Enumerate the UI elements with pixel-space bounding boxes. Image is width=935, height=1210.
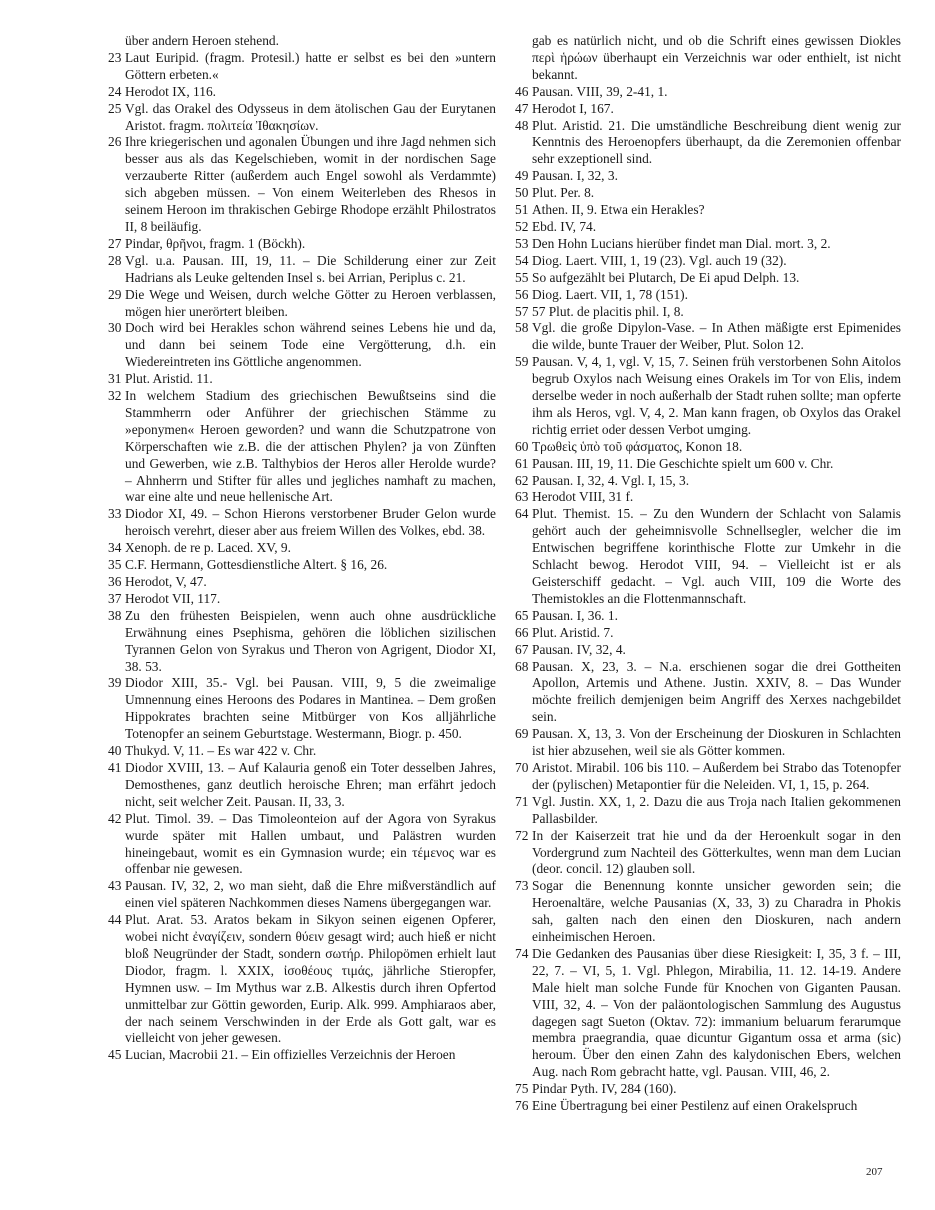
footnote-item: [515, 506, 901, 607]
footnote-text: Ebd. IV, 74.: [532, 218, 597, 234]
footnote-text: Diodor XIII, 35.- Vgl. bei Pausan. VIII, 9, 5 die zweimalige Umnennung eines Heroons des Podares in Mantinea. – Dem großen Hippokrates brachten seine Mitbürger von Kos alljährliche Totenopfer an seinem Geburtstage. Westermann, Biogr. p. 450.: [125, 675, 496, 742]
footnote-number: 52: [515, 218, 529, 234]
footnote-number: 70: [515, 759, 529, 775]
note-continuation: gab es natürlich nicht, und ob die Schrift eines gewissen Diokles περὶ ἡρώων überhaupt ein Verzeichnis war oder enthielt, ist nicht bekannt.: [532, 33, 901, 82]
footnote-number: 36: [108, 574, 122, 589]
footnote-number: 41: [108, 759, 122, 775]
footnote-item: [515, 253, 901, 270]
footnote-item: [515, 456, 901, 473]
footnote-text: 57 Plut. de placitis phil. I, 8.: [532, 303, 684, 319]
footnote-text: In welchem Stadium des griechischen Bewußtseins sind die Stammherrn oder Anführer der griechischen Stämme zu »eponymen« Heroen geworden? und wann die Schutzpatrone von Körperschaften wie z.B. die der attischen Phylen? ja von Zünften und Gewerben, wie z.B. Talthybios der Heros aller Herolde wurde? – Ahnherrn und Stifter für alles und jegliches namhaft zu machen, war eine alte und neue hellenische Art.: [125, 388, 496, 505]
footnote-text: Pindar, θρῆνοι, fragm. 1 (Böckh).: [125, 235, 306, 251]
footnote-number: 43: [108, 878, 122, 894]
footnote-item: [108, 760, 496, 811]
footnote-item: [108, 675, 496, 743]
footnote-number: 59: [515, 354, 529, 370]
footnote-text: Plut. Per. 8.: [532, 185, 595, 201]
footnote-text: Laut Euripid. (fragm. Protesil.) hatte er selbst es bei den »untern Göttern erbeten.«: [125, 49, 496, 82]
footnote-number: 64: [515, 506, 529, 522]
footnote-number: 26: [108, 134, 122, 150]
footnote-number: 31: [108, 371, 122, 387]
footnote-item: [108, 557, 496, 574]
footnote-text: Herodot I, 167.: [532, 100, 614, 116]
footnote-number: 56: [515, 286, 529, 302]
footnote-number: 42: [108, 810, 122, 826]
footnote-text: Lucian, Macrobii 21. – Ein offizielles Verzeichnis der Heroen: [125, 1047, 456, 1063]
footnote-number: 63: [515, 489, 529, 505]
footnote-item: [515, 642, 901, 659]
footnote-text: Pausan. V, 4, 1, vgl. V, 15, 7. Seinen früh verstorbenen Sohn Aitolos begrub Oxylos nach Weisung eines Orakels im Tor von Elis, indem derselbe weder in noch außerhalb der Stadt ruhen sollte; man opferte ihm als Heros, vgl. V, 4, 2. Man kann fragen, ob Oxylos das Orakel richtig erriet oder dessen Verbot umging.: [532, 354, 901, 437]
footnote-item: [515, 304, 901, 321]
footnote-text: Den Hohn Lucians hierüber findet man Dial. mort. 3, 2.: [532, 235, 831, 251]
footnote-number: 67: [515, 641, 529, 657]
footnote-text: Pausan. I, 32, 4. Vgl. I, 15, 3.: [532, 472, 690, 488]
footnote-number: 48: [515, 117, 529, 133]
footnote-number: 58: [515, 320, 529, 336]
footnote-item: [108, 320, 496, 371]
footnote-text: Vgl. das Orakel des Odysseus in dem ätolischen Gau der Eurytanen Aristot. fragm. πολιτεία Ἰθακησίων.: [125, 100, 496, 133]
footnote-number: 54: [515, 252, 529, 268]
footnote-text: Vgl. u.a. Pausan. III, 19, 11. – Die Schilderung einer zur Zeit Hadrians als Leuke geltenden Insel s. bei Arrian, Periplus c. 21.: [125, 252, 496, 285]
footnote-number: 32: [108, 388, 122, 404]
footnote-item: [108, 134, 496, 235]
footnote-text: Herodot VIII, 31 f.: [532, 489, 634, 505]
footnote-text: Diodor XI, 49. – Schon Hierons verstorbener Bruder Gelon wurde heroisch verehrt, dieser aber aus freiem Willen des Volkes, ebd. 38.: [125, 506, 496, 539]
footnote-number: 72: [515, 827, 529, 843]
footnote-number: 71: [515, 793, 529, 809]
footnote-text: Pausan. III, 19, 11. Die Geschichte spielt um 600 v. Chr.: [532, 455, 834, 471]
footnote-text: Pausan. X, 23, 3. – N.a. erschienen sogar die drei Gottheiten Apollon, Artemis und Athene. Justin. XXIV, 8. – Das Wunder möchte freilich demjenigen beim Angriff des Xerxes nachgebildet sein.: [532, 658, 901, 725]
footnote-item: [515, 287, 901, 304]
note-continuation: über andern Heroen stehend.: [125, 33, 279, 48]
footnote-item: [515, 1081, 901, 1098]
footnote-number: 40: [108, 743, 122, 759]
footnote-text: Pausan. IV, 32, 2, wo man sieht, daß die Ehre mißverständlich auf einen viel späteren Nachkommen dieses Namens übergegangen war.: [125, 878, 496, 911]
footnote-text: Pindar Pyth. IV, 284 (160).: [532, 1081, 677, 1097]
footnote-number: 76: [515, 1098, 529, 1114]
footnote-item: [108, 912, 496, 1047]
footnote-item: [515, 354, 901, 439]
footnote-number: 75: [515, 1081, 529, 1097]
footnote-number: 35: [108, 557, 122, 573]
footnote-item: [515, 185, 901, 202]
footnote-number: 50: [515, 185, 529, 201]
footnote-number: 57: [515, 303, 529, 319]
footnote-number: 29: [108, 286, 122, 302]
footnote-number: 45: [108, 1047, 122, 1063]
footnote-item: [108, 743, 496, 760]
footnote-item: [515, 794, 901, 828]
footnote-text: Herodot VII, 117.: [125, 590, 221, 606]
footnote-text: Plut. Timol. 39. – Das Timoleonteion auf der Agora von Syrakus wurde später mit Hallen umbaut, und Palästren wurden hineingebaut, womit es ein Gymnasion wurde; ein τέμενος war es offenbar nie gewesen.: [125, 810, 496, 877]
footnote-item: [515, 473, 901, 490]
footnote-item: [515, 270, 901, 287]
footnote-item: [515, 84, 901, 101]
footnote-item: [515, 118, 901, 169]
footnote-item: [108, 608, 496, 676]
footnote-item: [108, 84, 496, 101]
footnote-text: Plut. Aristid. 21. Die umständliche Beschreibung dient wenig zur Kenntnis des Heroenopfers überhaupt, da die Zeremonien offenbar sehr exzeptionell sind.: [532, 117, 901, 167]
footnote-item: [108, 574, 496, 591]
footnote-item: [515, 760, 901, 794]
footnote-text: Plut. Aristid. 7.: [532, 624, 614, 640]
footnote-item: [515, 439, 901, 456]
footnote-item: [515, 828, 901, 879]
footnote-text: Zu den frühesten Beispielen, wenn auch ohne ausdrückliche Erwähnung eines Psephisma, gehören die löblichen sizilischen Tyrannen Gelon von Syrakus und Theron von Agrigent, Diodor XI, 38. 53.: [125, 607, 496, 674]
footnote-number: 47: [515, 100, 529, 116]
right-notes-list: [515, 84, 901, 1115]
footnote-item: [515, 878, 901, 946]
footnote-text: Athen. II, 9. Etwa ein Herakles?: [532, 202, 705, 218]
footnote-text: Eine Übertragung bei einer Pestilenz auf einen Orakelspruch: [532, 1098, 858, 1114]
footnote-text: Plut. Aristid. 11.: [125, 371, 213, 387]
footnote-item: [515, 489, 901, 506]
footnote-text: Pausan. I, 32, 3.: [532, 168, 618, 184]
footnote-number: 44: [108, 912, 122, 928]
footnote-number: 68: [515, 658, 529, 674]
footnote-text: Vgl. Justin. XX, 1, 2. Dazu die aus Troja nach Italien gekommenen Pallasbilder.: [532, 793, 901, 826]
footnote-item: [515, 608, 901, 625]
left-notes-list: [108, 50, 496, 1064]
footnote-item: [515, 236, 901, 253]
footnote-number: 27: [108, 235, 122, 251]
footnote-text: Diog. Laert. VII, 1, 78 (151).: [532, 286, 688, 302]
footnote-text: Doch wird bei Herakles schon während seines Lebens hie und da, und dann bei seinem Tode eine Vergötterung, d.h. ein Wiedereintreten ins Göttliche angenommen.: [125, 320, 496, 370]
footnote-text: Vgl. die große Dipylon-Vase. – In Athen mäßigte erst Epimenides die wilde, bunte Trauer der Weiber, Plut. Solon 12.: [532, 320, 901, 353]
footnote-number: 25: [108, 100, 122, 116]
footnote-text: Herodot, V, 47.: [125, 574, 207, 589]
footnote-number: 69: [515, 726, 529, 742]
footnote-number: 55: [515, 269, 529, 285]
footnote-item: [108, 811, 496, 879]
footnote-item: [108, 1047, 496, 1064]
footnote-text: Pausan. I, 36. 1.: [532, 607, 618, 623]
footnote-number: 30: [108, 320, 122, 336]
footnote-item: [108, 371, 496, 388]
footnote-text: Diodor XVIII, 13. – Auf Kalauria genoß ein Toter desselben Jahres, Demosthenes, ganz deutlich heroische Ehren; man erfährt jedoch nicht, seit welcher Zeit. Pausan. II, 33, 3.: [125, 759, 496, 809]
footnote-number: 61: [515, 455, 529, 471]
footnote-number: 46: [515, 83, 529, 99]
footnote-text: Pausan. X, 13, 3. Von der Erscheinung der Dioskuren in Schlachten ist hier abzusehen, weil sie als Götter kommen.: [532, 726, 901, 759]
footnote-item: [108, 878, 496, 912]
footnote-text: Plut. Themist. 15. – Zu den Wundern der Schlacht von Salamis gehört auch der geheimnisvolle Schnellsegler, welcher die im Entwischen begriffene korinthische Flotte zur Umkehr in die Schlacht bewog. Herodot VIII, 94. – Vielleicht ist er als Geisterschiff gedacht. – Vgl. auch VIII, 109 die Worte des Themistokles an die Flottenmannschaft.: [532, 506, 901, 606]
footnote-item: [515, 168, 901, 185]
footnotes-left-column: [108, 33, 496, 1064]
footnote-text: In der Kaiserzeit trat hie und da der Heroenkult sogar in den Vordergrund zum Nachteil des Götterkultes, wenn man dem Lucian (deor. concil. 12) glauben soll.: [532, 827, 901, 877]
footnote-item: [515, 101, 901, 118]
footnote-text: Pausan. VIII, 39, 2-41, 1.: [532, 83, 668, 99]
footnote-item: [108, 540, 496, 557]
footnote-number: 62: [515, 472, 529, 488]
footnote-item: [108, 253, 496, 287]
footnote-text: Pausan. IV, 32, 4.: [532, 641, 626, 657]
footnote-item: [515, 659, 901, 727]
footnotes-right-column: [515, 33, 901, 1115]
footnote-number: 34: [108, 540, 122, 556]
footnote-number: 60: [515, 438, 529, 454]
footnote-item: [515, 202, 901, 219]
footnote-item: [108, 236, 496, 253]
page-number: 207: [866, 1166, 883, 1178]
footnote-text: Τρωθεὶς ὑπὸ τοῦ φάσματος, Konon 18.: [532, 438, 743, 454]
footnote-number: 28: [108, 252, 122, 268]
footnote-number: 24: [108, 83, 122, 99]
footnote-text: So aufgezählt bei Plutarch, De Ei apud Delph. 13.: [532, 269, 800, 285]
footnote-text: Die Wege und Weisen, durch welche Götter zu Heroen verblassen, mögen hier unerörtert bleiben.: [125, 286, 496, 319]
footnote-item: [108, 287, 496, 321]
footnote-text: Herodot IX, 116.: [125, 83, 216, 99]
footnote-text: Die Gedanken des Pausanias über diese Riesigkeit: I, 35, 3 f. – III, 22, 7. – VI, 5, 1. Vgl. Phlegon, Mirabilia, 11. 12. 14-19. Andere Male hielt man solche Funde für Knochen von Giganten Pausan. VIII, 32, 4. – Von der paläontologischen Sammlung des Augustus dagegen sagt Sueton (Oktav. 72): immanium beluarum ferarumque membra praegrandia, quae dicuntur Gigantum ossa et arma (sic) heroum. Über den einen Zahn des kalydonischen Ebers, welchen Aug. nach Rom gebracht hatte, vgl. Pausan. VIII, 46, 2.: [532, 945, 901, 1080]
footnote-item: [108, 50, 496, 84]
footnote-text: Thukyd. V, 11. – Es war 422 v. Chr.: [125, 743, 317, 759]
footnote-number: 33: [108, 506, 122, 522]
footnote-item: [108, 506, 496, 540]
footnote-text: Diog. Laert. VIII, 1, 19 (23). Vgl. auch 19 (32).: [532, 252, 787, 268]
footnote-text: C.F. Hermann, Gottesdienstliche Altert. § 16, 26.: [125, 557, 388, 573]
footnote-number: 73: [515, 878, 529, 894]
footnote-number: 74: [515, 945, 529, 961]
footnote-number: 66: [515, 624, 529, 640]
footnote-number: 39: [108, 675, 122, 691]
footnote-number: 65: [515, 607, 529, 623]
footnote-item: [108, 101, 496, 135]
footnote-item: [515, 946, 901, 1081]
footnote-item: [515, 625, 901, 642]
footnote-item: [515, 219, 901, 236]
footnote-text: Xenoph. de re p. Laced. XV, 9.: [125, 540, 291, 556]
footnote-item: [515, 320, 901, 354]
footnote-text: Aristot. Mirabil. 106 bis 110. – Außerdem bei Strabo das Totenopfer der (pylischen) Metapontier für die Neleiden. VI, 1, 15, p. 264.: [532, 759, 901, 792]
footnote-number: 51: [515, 202, 529, 218]
footnote-number: 38: [108, 607, 122, 623]
footnote-item: [515, 1098, 901, 1115]
footnote-number: 49: [515, 168, 529, 184]
footnote-item: [108, 388, 496, 506]
footnote-text: Plut. Arat. 53. Aratos bekam in Sikyon seinen eigenen Opferer, wobei nicht ἐναγίζειν, sondern θύειν gesagt wird; auch hieß er nicht bloß Neugründer der Stadt, sondern σωτήρ. Philopömen erhielt laut Diodor, fragm. l. XXIX, ἰσοθέους τιμάς, jährliche Stieropfer, Hymnen usw. – Im Mythus war z.B. Alkestis durch ihren Opfertod unmittelbar zur Göttin geworden, Eurip. Alk. 999. Amphiaraos aber, der nach seinem Verschwinden in der Erde als Gott galt, war es vielleicht von jeher gewesen.: [125, 912, 496, 1046]
footnote-text: Sogar die Benennung konnte unsicher geworden sein; die Heroenaltäre, welche Pausanias (X, 33, 3) zu Charadra in Phokis sah, galten nach den einen den Dioskuren, nach andern einheimischen Heroen.: [532, 878, 901, 945]
footnote-number: 53: [515, 235, 529, 251]
footnote-item: [515, 726, 901, 760]
footnote-item: [108, 591, 496, 608]
footnote-number: 23: [108, 49, 122, 65]
footnote-text: Ihre kriegerischen und agonalen Übungen und ihre Jagd nehmen sich besser aus als das Kegelschieben, womit in der nordischen Sage verzauberte Ritter (außerdem auch Engel sowohl als Verdammte) sich abgeben müssen. – Von einem Weiterleben des Rhesos in seinem Heroon im thrakischen Gebirge Rhodope erzählt Philostratos II, 8 beiläufig.: [125, 134, 496, 234]
footnote-number: 37: [108, 590, 122, 606]
